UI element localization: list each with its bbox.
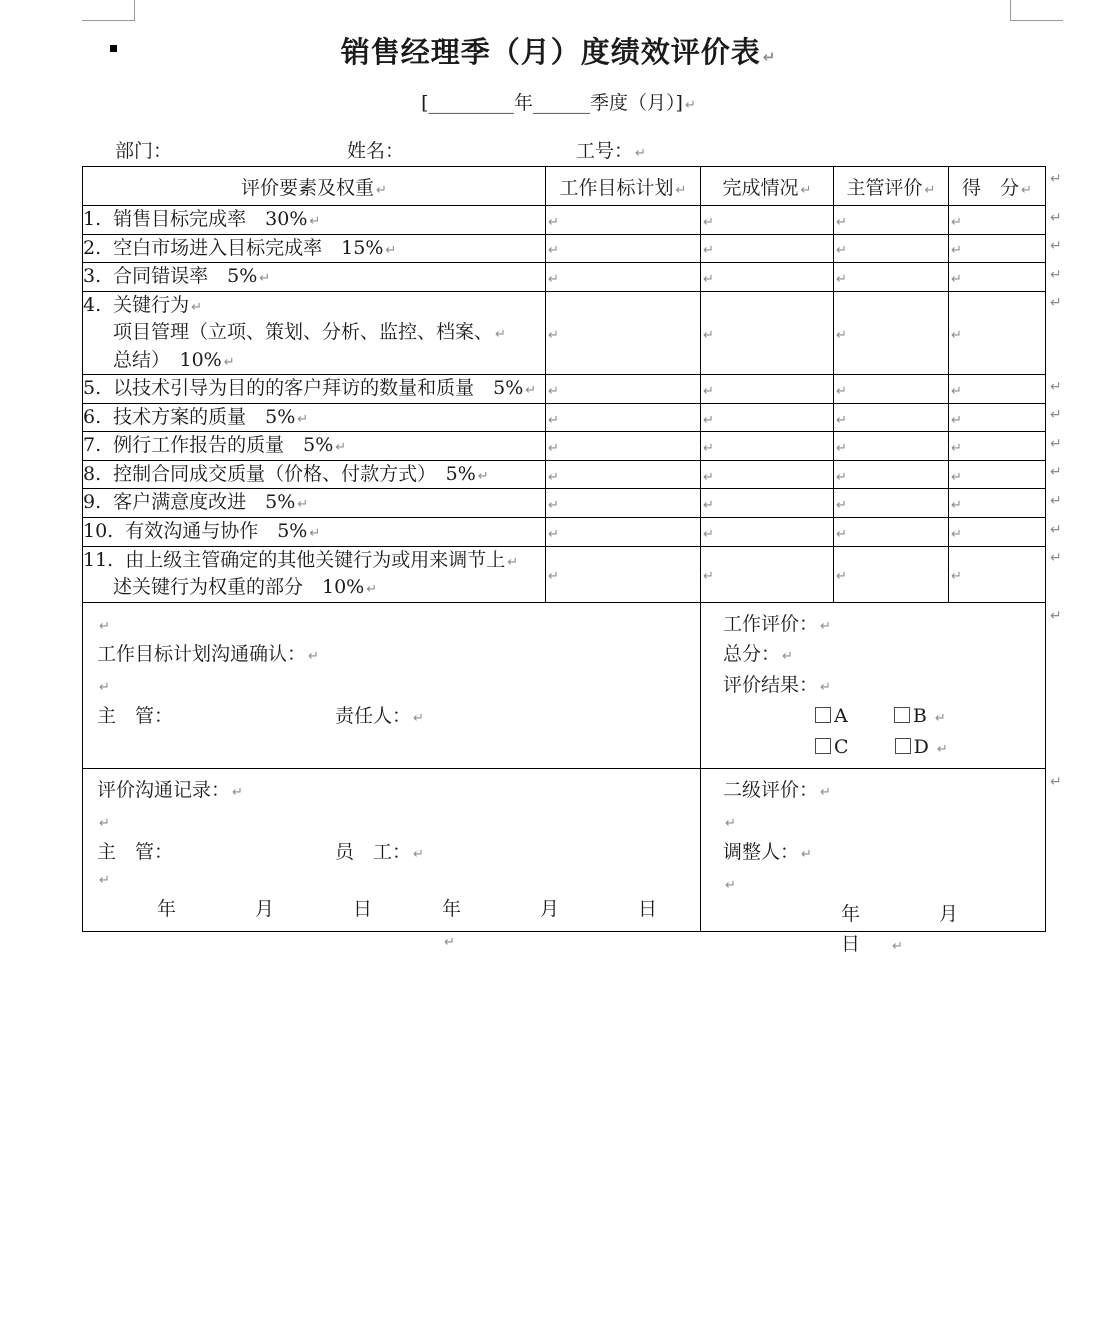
pilcrow-icon: ↵ bbox=[1050, 209, 1062, 226]
evaluation-item-number: 1. bbox=[83, 208, 102, 230]
column-header-item bbox=[83, 167, 546, 206]
pilcrow-icon: ↵ bbox=[725, 816, 736, 832]
evaluation-item-cell bbox=[83, 518, 546, 547]
column-header-supervisor-text: 主管评价 bbox=[846, 176, 923, 199]
adjuster-label bbox=[723, 837, 1033, 868]
table-row bbox=[83, 234, 1046, 263]
input-cell-supervisor[interactable] bbox=[834, 291, 949, 375]
record-employee-label-text: 员 工： bbox=[335, 841, 412, 864]
table-row bbox=[83, 375, 1046, 404]
input-cell-supervisor[interactable] bbox=[834, 489, 949, 518]
input-cell-score[interactable] bbox=[949, 518, 1046, 547]
pilcrow-icon: ↵ bbox=[703, 498, 714, 514]
column-header-plan-text: 工作目标计划 bbox=[559, 176, 674, 199]
table-row bbox=[83, 546, 1046, 602]
pilcrow-icon: ↵ bbox=[703, 271, 714, 287]
evaluation-item-text: 控制合同成交质量（价格、付款方式） 5% bbox=[113, 462, 476, 485]
pilcrow-icon: ↵ bbox=[951, 412, 962, 428]
checkbox-option-a-label: A bbox=[834, 704, 848, 727]
pilcrow-icon: ↵ bbox=[1050, 492, 1062, 509]
pilcrow-icon: ↵ bbox=[836, 441, 847, 457]
pilcrow-icon: ↵ bbox=[548, 526, 559, 542]
total-score-label bbox=[723, 639, 1033, 670]
second-blank-line-2 bbox=[723, 868, 1033, 899]
pilcrow-icon: ↵ bbox=[820, 618, 831, 634]
plan-title-text: 工作目标计划沟通确认： bbox=[97, 643, 307, 666]
evaluation-item-number: 3. bbox=[83, 265, 102, 288]
pilcrow-icon: ↵ bbox=[477, 468, 489, 484]
record-date-row bbox=[97, 894, 688, 950]
input-cell-score[interactable] bbox=[949, 375, 1046, 404]
record-blank-line-1 bbox=[97, 806, 688, 837]
pilcrow-icon: ↵ bbox=[836, 327, 847, 343]
checkbox-option-d-label: D bbox=[913, 735, 929, 758]
pilcrow-icon: ↵ bbox=[1050, 521, 1062, 538]
pilcrow-icon: ↵ bbox=[836, 569, 847, 585]
evaluation-item-text: 以技术引导为目的的客户拜访的数量和质量 5% bbox=[113, 377, 524, 400]
result-options-row-1 bbox=[723, 701, 1033, 732]
pilcrow-icon: ↵ bbox=[99, 816, 110, 832]
pilcrow-icon: ↵ bbox=[836, 498, 847, 514]
record-title-text: 评价沟通记录： bbox=[97, 779, 231, 802]
result-label-text: 评价结果： bbox=[723, 674, 819, 697]
evaluation-item-text: 销售目标完成率 30% bbox=[113, 208, 308, 230]
evaluation-item-line bbox=[83, 206, 545, 234]
adjuster-label-text: 调整人： bbox=[723, 841, 800, 864]
pilcrow-icon: ↵ bbox=[191, 299, 203, 315]
record-employee-label bbox=[335, 837, 424, 868]
pilcrow-icon: ↵ bbox=[951, 214, 962, 230]
evaluation-item-line bbox=[83, 574, 545, 602]
input-cell-plan[interactable] bbox=[546, 546, 701, 602]
pilcrow-icon: ↵ bbox=[951, 243, 962, 259]
plan-blank-line-1 bbox=[97, 609, 688, 640]
input-cell-completion[interactable] bbox=[701, 546, 834, 602]
input-cell-plan[interactable] bbox=[546, 403, 701, 432]
record-signature-row bbox=[97, 837, 688, 863]
second-eval-title-text: 二级评价： bbox=[723, 779, 819, 802]
pilcrow-icon: ↵ bbox=[548, 498, 559, 514]
pilcrow-icon: ↵ bbox=[951, 441, 962, 457]
pilcrow-icon: ↵ bbox=[1050, 266, 1062, 283]
checkbox-icon[interactable] bbox=[895, 738, 911, 754]
pilcrow-icon: ↵ bbox=[703, 327, 714, 343]
pilcrow-icon: ↵ bbox=[782, 649, 793, 665]
pilcrow-icon: ↵ bbox=[1050, 295, 1062, 312]
evaluation-item-subtext: 总结） 10% bbox=[113, 348, 222, 371]
input-cell-supervisor[interactable] bbox=[834, 460, 949, 489]
checkbox-option-d[interactable] bbox=[895, 736, 929, 758]
input-cell-supervisor[interactable] bbox=[834, 206, 949, 235]
evaluation-item-cell bbox=[83, 546, 546, 602]
pilcrow-icon: ↵ bbox=[223, 354, 235, 370]
pilcrow-icon: ↵ bbox=[297, 497, 309, 513]
pilcrow-icon: ↵ bbox=[684, 98, 696, 113]
checkbox-icon[interactable] bbox=[815, 738, 831, 754]
pilcrow-icon: ↵ bbox=[99, 618, 110, 634]
table-row bbox=[83, 489, 1046, 518]
checkbox-option-a[interactable] bbox=[815, 705, 848, 727]
evaluation-item-cell bbox=[83, 206, 546, 235]
input-cell-supervisor[interactable] bbox=[834, 403, 949, 432]
input-cell-supervisor[interactable] bbox=[834, 432, 949, 461]
pilcrow-icon: ↵ bbox=[1050, 170, 1062, 187]
plan-evaluation-block bbox=[82, 602, 1046, 770]
record-date-left: 年 月 日 bbox=[157, 897, 403, 920]
pilcrow-icon: ↵ bbox=[548, 469, 559, 485]
pilcrow-icon: ↵ bbox=[1050, 607, 1062, 624]
checkbox-option-b-label: B bbox=[912, 704, 927, 727]
pilcrow-icon: ↵ bbox=[548, 243, 559, 259]
evaluation-item-line bbox=[83, 235, 545, 263]
evaluation-item-line bbox=[83, 292, 545, 320]
evaluation-table bbox=[82, 166, 1046, 603]
page-title-text: 销售经理季（月）度绩效评价表 bbox=[340, 35, 761, 69]
pilcrow-icon: ↵ bbox=[836, 243, 847, 259]
pilcrow-icon: ↵ bbox=[951, 384, 962, 400]
evaluation-item-number: 6. bbox=[83, 405, 102, 428]
input-cell-completion[interactable] bbox=[701, 403, 834, 432]
record-supervisor-label: 主 管： bbox=[97, 841, 174, 864]
input-cell-completion[interactable] bbox=[701, 460, 834, 489]
pilcrow-icon: ↵ bbox=[703, 441, 714, 457]
pilcrow-icon: ↵ bbox=[635, 146, 646, 161]
evaluation-item-text: 有效沟通与协作 5% bbox=[125, 520, 308, 543]
pilcrow-icon: ↵ bbox=[951, 498, 962, 514]
pilcrow-icon: ↵ bbox=[525, 383, 537, 399]
input-cell-completion[interactable] bbox=[701, 234, 834, 263]
second-date-text: 年 月 日 bbox=[841, 902, 1038, 956]
table-row bbox=[83, 403, 1046, 432]
pilcrow-icon: ↵ bbox=[836, 526, 847, 542]
input-cell-score[interactable] bbox=[949, 291, 1046, 375]
pilcrow-icon: ↵ bbox=[232, 785, 243, 801]
input-cell-score[interactable] bbox=[949, 432, 1046, 461]
table-header-row bbox=[83, 167, 1046, 206]
plan-title bbox=[97, 639, 688, 670]
checkbox-icon[interactable] bbox=[815, 707, 831, 723]
work-evaluation-cell bbox=[701, 602, 1046, 769]
pilcrow-icon: ↵ bbox=[800, 182, 812, 198]
pilcrow-icon: ↵ bbox=[297, 411, 309, 427]
input-cell-completion[interactable] bbox=[701, 432, 834, 461]
pilcrow-icon: ↵ bbox=[308, 649, 319, 665]
input-cell-supervisor[interactable] bbox=[834, 546, 949, 602]
pilcrow-icon: ↵ bbox=[762, 48, 777, 66]
evaluation-item-text: 技术方案的质量 5% bbox=[113, 405, 296, 428]
input-cell-completion[interactable] bbox=[701, 263, 834, 292]
table-row bbox=[83, 518, 1046, 547]
identity-line bbox=[82, 136, 1045, 162]
pilcrow-icon: ↵ bbox=[951, 327, 962, 343]
employee-id-label bbox=[576, 136, 646, 163]
input-cell-plan[interactable] bbox=[546, 234, 701, 263]
pilcrow-icon: ↵ bbox=[836, 412, 847, 428]
input-cell-completion[interactable] bbox=[701, 291, 834, 375]
evaluation-item-cell bbox=[83, 263, 546, 292]
crop-mark-top-right bbox=[1010, 0, 1063, 21]
column-header-completion-text: 完成情况 bbox=[722, 176, 799, 199]
pilcrow-icon: ↵ bbox=[934, 710, 946, 726]
result-label bbox=[723, 670, 1033, 701]
evaluation-item-text: 空白市场进入目标完成率 15% bbox=[113, 236, 384, 259]
input-cell-completion[interactable] bbox=[701, 206, 834, 235]
department-label: 部门： bbox=[115, 140, 173, 162]
pilcrow-icon: ↵ bbox=[1050, 774, 1062, 791]
pilcrow-icon: ↵ bbox=[548, 271, 559, 287]
evaluation-item-cell bbox=[83, 234, 546, 263]
pilcrow-icon: ↵ bbox=[892, 939, 933, 955]
pilcrow-icon: ↵ bbox=[335, 440, 347, 456]
pilcrow-icon: ↵ bbox=[548, 327, 559, 343]
evaluation-item-cell bbox=[83, 291, 546, 375]
pilcrow-icon: ↵ bbox=[951, 569, 962, 585]
communication-record-cell bbox=[83, 769, 701, 950]
pilcrow-icon: ↵ bbox=[99, 680, 110, 696]
second-date bbox=[841, 899, 1038, 961]
work-eval-label bbox=[723, 609, 1033, 640]
evaluation-item-text: 关键行为 bbox=[113, 293, 190, 316]
input-cell-score[interactable] bbox=[949, 460, 1046, 489]
plan-confirmation-cell bbox=[83, 602, 701, 769]
input-cell-plan[interactable] bbox=[546, 518, 701, 547]
evaluation-item-line bbox=[83, 263, 545, 291]
evaluation-item-number: 8. bbox=[83, 462, 102, 485]
input-cell-completion[interactable] bbox=[701, 375, 834, 404]
evaluation-item-text: 例行工作报告的质量 5% bbox=[113, 434, 334, 457]
evaluation-item-number: 5. bbox=[83, 377, 102, 400]
evaluation-item-number: 9. bbox=[83, 491, 102, 514]
pilcrow-icon: ↵ bbox=[836, 384, 847, 400]
pilcrow-icon: ↵ bbox=[309, 526, 321, 542]
pilcrow-icon: ↵ bbox=[1050, 407, 1062, 424]
evaluation-item-number: 7. bbox=[83, 434, 102, 457]
pilcrow-icon: ↵ bbox=[1050, 550, 1062, 567]
input-cell-supervisor[interactable] bbox=[834, 375, 949, 404]
pilcrow-icon: ↵ bbox=[376, 182, 387, 198]
page-subtitle-text: [_________年______季度（月）] bbox=[421, 92, 683, 114]
pilcrow-icon: ↵ bbox=[675, 182, 687, 198]
crop-mark-top-left bbox=[82, 0, 135, 21]
plan-supervisor-label: 主 管： bbox=[97, 704, 174, 727]
checkbox-option-c[interactable] bbox=[815, 736, 849, 758]
evaluation-item-subtext: 项目管理（立项、策划、分析、监控、档案、 bbox=[113, 321, 494, 344]
pilcrow-icon: ↵ bbox=[444, 934, 485, 950]
pilcrow-icon: ↵ bbox=[836, 214, 847, 230]
evaluation-item-line bbox=[83, 518, 545, 546]
input-cell-score[interactable] bbox=[949, 489, 1046, 518]
page-title bbox=[0, 30, 1117, 71]
evaluation-item-line bbox=[83, 404, 545, 432]
evaluation-item-number: 2. bbox=[83, 236, 102, 259]
record-date-right-text: 年 月 日 bbox=[442, 897, 688, 920]
checkbox-option-b[interactable] bbox=[894, 705, 927, 727]
table-row bbox=[83, 206, 1046, 235]
column-header-score bbox=[949, 167, 1046, 206]
record-title bbox=[97, 775, 688, 806]
evaluation-item-subtext: 述关键行为权重的部分 10% bbox=[113, 576, 365, 599]
checkbox-option-c-label: C bbox=[834, 735, 849, 758]
pilcrow-icon: ↵ bbox=[703, 384, 714, 400]
pilcrow-icon: ↵ bbox=[820, 680, 831, 696]
input-cell-plan[interactable] bbox=[546, 489, 701, 518]
input-cell-plan[interactable] bbox=[546, 263, 701, 292]
evaluation-item-line bbox=[83, 547, 545, 575]
column-header-completion bbox=[701, 167, 834, 206]
column-header-plan bbox=[546, 167, 701, 206]
pilcrow-icon: ↵ bbox=[507, 554, 519, 570]
name-label: 姓名： bbox=[347, 140, 405, 162]
employee-id-label-text: 工号： bbox=[576, 140, 634, 162]
pilcrow-icon: ↵ bbox=[936, 741, 948, 757]
pilcrow-icon: ↵ bbox=[413, 710, 424, 726]
table-row bbox=[83, 291, 1046, 375]
evaluation-item-line bbox=[83, 461, 545, 489]
plan-responsible-label-text: 责任人： bbox=[335, 704, 412, 727]
evaluation-item-cell bbox=[83, 432, 546, 461]
pilcrow-icon: ↵ bbox=[1021, 182, 1032, 198]
evaluation-item-line bbox=[83, 432, 545, 460]
input-cell-score[interactable] bbox=[949, 234, 1046, 263]
column-header-supervisor bbox=[834, 167, 949, 206]
pilcrow-icon: ↵ bbox=[548, 384, 559, 400]
checkbox-icon[interactable] bbox=[894, 707, 910, 723]
input-cell-score[interactable] bbox=[949, 403, 1046, 432]
evaluation-item-number: 11. bbox=[83, 548, 114, 571]
evaluation-item-text: 由上级主管确定的其他关键行为或用来调节上 bbox=[125, 548, 506, 571]
pilcrow-icon: ↵ bbox=[703, 243, 714, 259]
pilcrow-icon: ↵ bbox=[820, 785, 831, 801]
pilcrow-icon: ↵ bbox=[366, 582, 378, 598]
pilcrow-icon: ↵ bbox=[413, 847, 424, 863]
evaluation-item-text: 合同错误率 5% bbox=[113, 265, 258, 288]
input-cell-supervisor[interactable] bbox=[834, 263, 949, 292]
pilcrow-icon: ↵ bbox=[703, 469, 714, 485]
pilcrow-icon: ↵ bbox=[703, 412, 714, 428]
evaluation-item-line bbox=[83, 347, 545, 375]
result-options-row-2 bbox=[723, 732, 1033, 763]
pilcrow-icon: ↵ bbox=[951, 526, 962, 542]
total-score-label-text: 总分： bbox=[723, 643, 781, 666]
record-date-right bbox=[442, 894, 688, 956]
pilcrow-icon: ↵ bbox=[703, 526, 714, 542]
second-date-row bbox=[723, 899, 1038, 956]
pilcrow-icon: ↵ bbox=[1050, 435, 1062, 452]
pilcrow-icon: ↵ bbox=[924, 182, 936, 198]
column-header-item-text: 评价要素及权重 bbox=[241, 176, 375, 199]
pilcrow-icon: ↵ bbox=[548, 214, 559, 230]
second-eval-title bbox=[723, 775, 1033, 806]
second-evaluation-cell bbox=[701, 769, 1046, 956]
evaluation-item-line bbox=[83, 375, 545, 403]
pilcrow-icon: ↵ bbox=[951, 469, 962, 485]
input-cell-plan[interactable] bbox=[546, 432, 701, 461]
column-header-score-text: 得 分 bbox=[962, 176, 1020, 199]
pilcrow-icon: ↵ bbox=[259, 271, 271, 287]
table-row bbox=[83, 432, 1046, 461]
evaluation-item-cell bbox=[83, 403, 546, 432]
pilcrow-icon: ↵ bbox=[309, 214, 321, 229]
input-cell-score[interactable] bbox=[949, 546, 1046, 602]
pilcrow-icon: ↵ bbox=[725, 877, 736, 893]
pilcrow-icon: ↵ bbox=[801, 847, 812, 863]
pilcrow-icon: ↵ bbox=[548, 412, 559, 428]
page-subtitle bbox=[0, 88, 1117, 115]
input-cell-score[interactable] bbox=[949, 206, 1046, 235]
table-row bbox=[83, 460, 1046, 489]
pilcrow-icon: ↵ bbox=[548, 569, 559, 585]
pilcrow-icon: ↵ bbox=[1050, 238, 1062, 255]
pilcrow-icon: ↵ bbox=[99, 873, 110, 889]
evaluation-item-cell bbox=[83, 460, 546, 489]
evaluation-item-text: 客户满意度改进 5% bbox=[113, 491, 296, 514]
pilcrow-icon: ↵ bbox=[495, 327, 506, 343]
input-cell-plan[interactable] bbox=[546, 375, 701, 404]
input-cell-supervisor[interactable] bbox=[834, 234, 949, 263]
work-eval-label-text: 工作评价： bbox=[723, 612, 819, 635]
pilcrow-icon: ↵ bbox=[1050, 378, 1062, 395]
input-cell-score[interactable] bbox=[949, 263, 1046, 292]
input-cell-supervisor[interactable] bbox=[834, 518, 949, 547]
pilcrow-icon: ↵ bbox=[836, 271, 847, 287]
input-cell-plan[interactable] bbox=[546, 460, 701, 489]
pilcrow-icon: ↵ bbox=[703, 569, 714, 585]
plan-responsible-label bbox=[335, 701, 424, 732]
input-cell-plan[interactable] bbox=[546, 291, 701, 375]
second-blank-line-1 bbox=[723, 806, 1033, 837]
pilcrow-icon: ↵ bbox=[951, 271, 962, 287]
pilcrow-icon: ↵ bbox=[548, 441, 559, 457]
pilcrow-icon: ↵ bbox=[385, 242, 397, 258]
pilcrow-icon: ↵ bbox=[1050, 464, 1062, 481]
pilcrow-icon: ↵ bbox=[836, 469, 847, 485]
input-cell-completion[interactable] bbox=[701, 518, 834, 547]
plan-blank-line-2 bbox=[97, 670, 688, 701]
evaluation-item-line bbox=[83, 489, 545, 517]
evaluation-item-line bbox=[83, 319, 545, 347]
pilcrow-icon: ↵ bbox=[703, 214, 714, 230]
evaluation-item-number: 4. bbox=[83, 293, 102, 316]
evaluation-item-number: 10. bbox=[83, 520, 114, 543]
record-second-evaluation-block bbox=[82, 768, 1046, 956]
input-cell-completion[interactable] bbox=[701, 489, 834, 518]
evaluation-item-cell bbox=[83, 489, 546, 518]
plan-signature-row bbox=[97, 701, 688, 727]
input-cell-plan[interactable] bbox=[546, 206, 701, 235]
table-row bbox=[83, 263, 1046, 292]
evaluation-item-cell bbox=[83, 375, 546, 404]
